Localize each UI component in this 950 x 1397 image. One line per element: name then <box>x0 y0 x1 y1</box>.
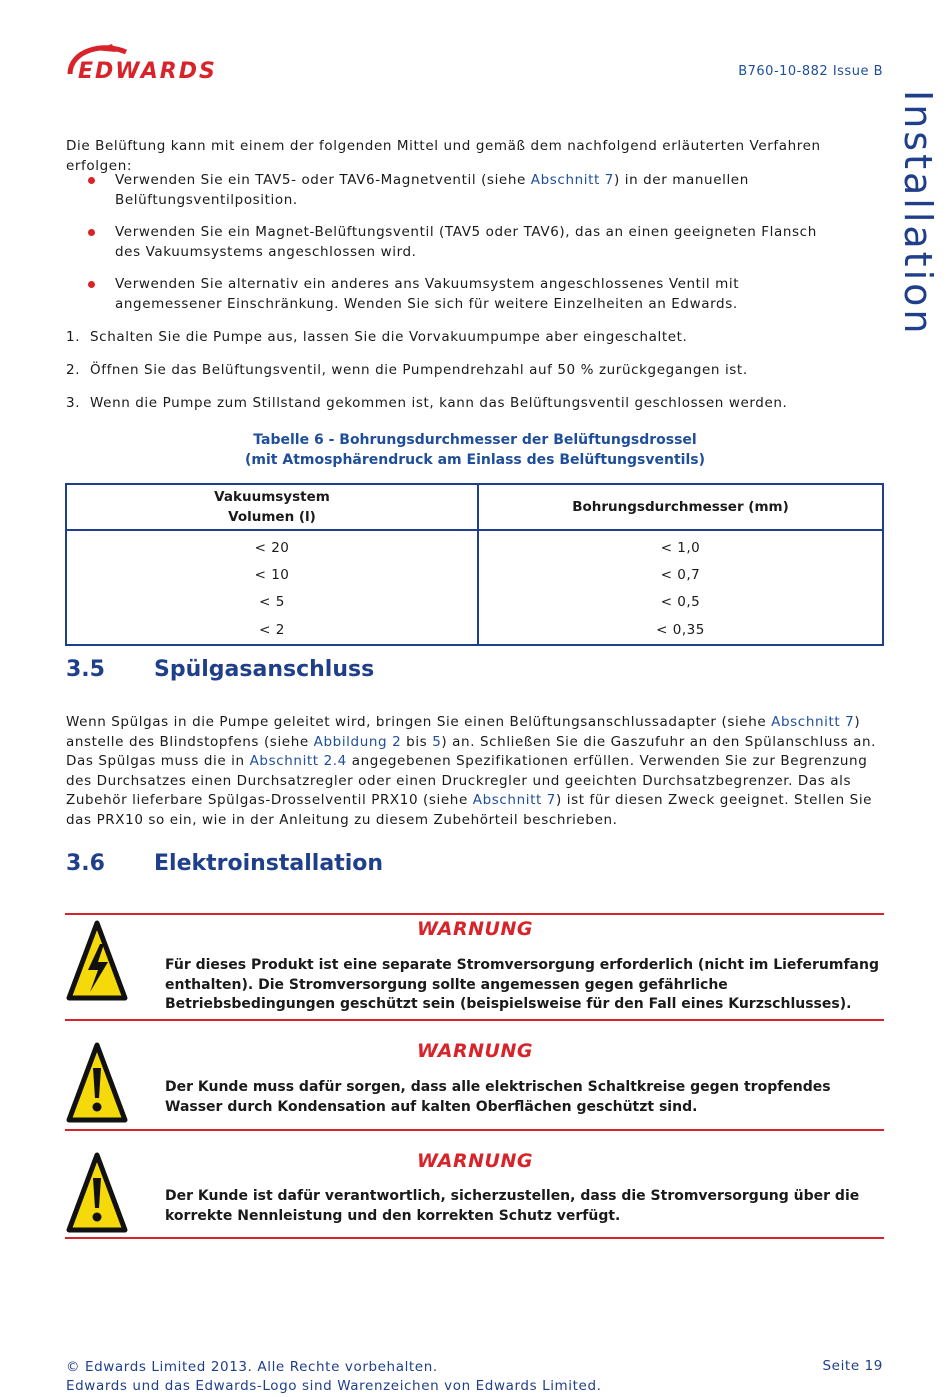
section-heading: 3.5 Spülgasanschluss <box>66 657 375 682</box>
footer-trademark: Edwards und das Edwards-Logo sind Warenzeichen von Edwards Limited. <box>66 1378 602 1394</box>
list-item: Verwenden Sie ein Magnet-Belüftungsventil (TAV5 oder TAV6), das an einen geeigneten Flansch des Vakuumsystems angeschlossen wird. <box>88 223 828 262</box>
procedure-step: 2. Öffnen Sie das Belüftungsventil, wenn die Pumpendrehzahl auf 50 % zurückgegangen ist. <box>66 362 748 378</box>
section-link[interactable]: Abschnitt 7 <box>530 172 614 188</box>
warning-title: WARNUNG <box>417 1040 533 1062</box>
section-heading: 3.6 Elektroinstallation <box>66 851 384 876</box>
intro-paragraph: Die Belüftung kann mit einem der folgenden Mittel und gemäß dem nachfolgend erläuterten Verfahren erfolgen: <box>66 138 821 174</box>
warning-text: Der Kunde ist dafür verantwortlich, sicherzustellen, dass die Stromversorgung über die korrekte Nennleistung und den korrekten Schutz verfügt. <box>165 1188 860 1224</box>
table-row: < 2 < 0,35 <box>66 615 883 645</box>
bullet-icon <box>88 281 95 288</box>
general-warning-icon <box>66 1152 128 1234</box>
section-link[interactable]: Abschnitt 7 <box>472 792 556 808</box>
warning-title: WARNUNG <box>417 1150 533 1172</box>
section-link[interactable]: Abschnitt 2.4 <box>249 753 347 769</box>
document-number: B760-10-882 Issue B <box>738 64 883 79</box>
warning-text: Der Kunde muss dafür sorgen, dass alle elektrischen Schaltkreise gegen tropfendes Wasser durch Kondensation auf kalten Oberflächen geschützt sind. <box>165 1079 831 1115</box>
table-row: < 5 < 0,5 <box>66 588 883 615</box>
warning-text: Für dieses Produkt ist eine separate Stromversorgung erforderlich (nicht im Lieferumfang enthalten). Die Stromversorgung sollte angemessen gegen gefährliche Betriebsbedingungen geschützt sein (beispielsweise für den Fall eines Kurzschlusses). <box>165 957 879 1012</box>
side-tab-label: Installation <box>896 90 940 337</box>
warning-divider <box>65 1237 884 1239</box>
warning-divider <box>65 913 884 915</box>
electric-hazard-icon <box>66 920 128 1002</box>
warning-title: WARNUNG <box>417 918 533 940</box>
bullet-icon <box>88 177 95 184</box>
list-item: Verwenden Sie alternativ ein anderes ans Vakuumsystem angeschlossenes Ventil mit angemessener Einschränkung. Wenden Sie sich für weitere Einzelheiten an Edwards. <box>88 275 828 314</box>
footer-copyright: © Edwards Limited 2013. Alle Rechte vorbehalten. <box>66 1359 438 1375</box>
svg-text:EDWARDS: EDWARDS <box>78 59 217 84</box>
edwards-logo <box>64 40 294 84</box>
warning-divider <box>65 1129 884 1131</box>
procedure-step: 1. Schalten Sie die Pumpe aus, lassen Sie die Vorvakuumpumpe aber eingeschaltet. <box>66 329 688 345</box>
page-number: Seite 19 <box>822 1358 883 1374</box>
figure-link[interactable]: Abbildung 2 <box>313 733 402 750</box>
table-row: < 10 < 0,7 <box>66 561 883 588</box>
orifice-table <box>65 483 884 646</box>
general-warning-icon <box>66 1042 128 1124</box>
procedure-step: 3. Wenn die Pumpe zum Stillstand gekommen ist, kann das Belüftungsventil geschlossen werden. <box>66 395 788 411</box>
section-side-tab <box>895 90 941 337</box>
table-header: Vakuumsystem Volumen (l) <box>66 484 478 530</box>
table-header: Bohrungsdurchmesser (mm) <box>478 484 883 530</box>
table-caption: Tabelle 6 - Bohrungsdurchmesser der Belüftungsdrossel (mit Atmosphärendruck am Einlass des Belüftungsventils) <box>245 432 705 468</box>
purge-paragraph: Wenn Spülgas in die Pumpe geleitet wird, bringen Sie einen Belüftungsanschlussadapter (siehe Abschnitt 7) anstelle des Blindstopfens (siehe Abbildung 2 bis 5) an. Schließen Sie die Gaszufuhr an den Spülanschluss an. Das Spülgas muss die in Abschnitt 2.4 angegebenen Spezifikationen erfüllen. Verwenden Sie zur Begrenzung des Durchsatzes einen Durchsatzregler oder einen Druckregler und geeichten Durchsatzbegrenzer. Das als Zubehör lieferbare Spülgas-Drosselventil PRX10 (siehe Abschnitt 7) ist für diesen Zweck geeignet. Stellen Sie das PRX10 so ein, wie in der Anleitung zu diesem Zubehörteil beschrieben. <box>66 714 877 828</box>
warning-divider <box>65 1019 884 1021</box>
bullet-icon <box>88 229 95 236</box>
section-link[interactable]: Abschnitt 7 <box>771 714 855 730</box>
figure-link[interactable]: 5 <box>432 733 442 750</box>
table-row: < 20 < 1,0 <box>66 530 883 561</box>
list-item: Verwenden Sie ein TAV5- oder TAV6-Magnetventil (siehe Abschnitt 7) in der manuellen Belüftungsventilposition. <box>88 171 828 210</box>
